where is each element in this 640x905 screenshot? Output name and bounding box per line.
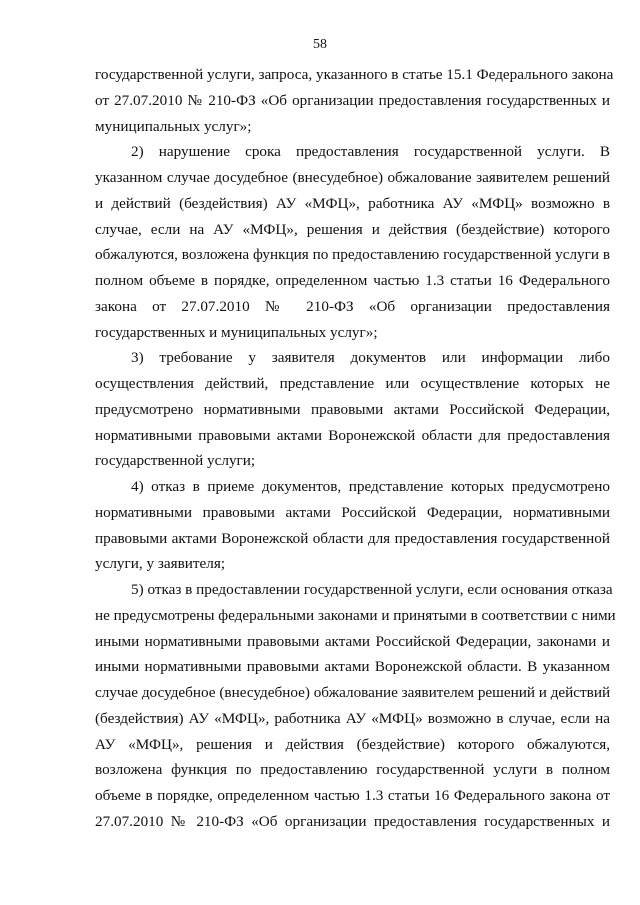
text-line: предусмотрено нормативными правовыми актами Российской Федерации, — [95, 400, 610, 418]
paragraph-item-3 — [95, 345, 610, 474]
text-line: услуги, у заявителя; — [95, 555, 226, 573]
text-line: иными нормативными правовыми актами Российской Федерации, законами и — [95, 632, 610, 650]
text-line: и действий (бездействия) АУ «МФЦ», работника АУ «МФЦ» возможно в — [95, 194, 610, 212]
text-line: 4) отказ в приеме документов, представление которых предусмотрено — [131, 478, 610, 495]
text-line: 27.07.2010 № 210-ФЗ «Об организации предоставления государственных и — [95, 812, 610, 830]
text-line: 3) требование у заявителя документов или информации либо — [131, 349, 610, 367]
text-line: иными нормативными правовыми актами Воронежской области. В указанном — [95, 658, 610, 676]
text-line: АУ «МФЦ», решения и действия (бездействие) которого обжалуются, — [95, 735, 610, 753]
text-line: государственной услуги; — [95, 452, 256, 470]
text-line: осуществления действий, представление или осуществление которых не — [95, 375, 610, 392]
paragraph-continuation — [95, 62, 614, 139]
text-line: (бездействия) АУ «МФЦ», работника АУ «МФЦ» возможно в случае, если на — [95, 709, 610, 727]
text-line: правовыми актами Воронежской области для предоставления государственной — [95, 529, 610, 547]
text-line: нормативными правовыми актами Российской Федерации, нормативными — [95, 503, 610, 521]
text-line: 2) нарушение срока предоставления государственной услуги. В — [131, 143, 610, 161]
text-line: полном объеме в порядке, определенном частью 1.3 статьи 16 Федерального — [95, 272, 610, 289]
text-line: закона от 27.07.2010 № 210-ФЗ «Об организации предоставления — [95, 297, 610, 315]
text-line: муниципальных услуг»; — [95, 117, 252, 135]
text-line: от 27.07.2010 № 210-ФЗ «Об организации предоставления государственных и — [95, 91, 610, 109]
text-line: случае, если на АУ «МФЦ», решения и действия (бездействие) которого — [95, 220, 610, 238]
text-line: не предусмотрены федеральными законами и принятыми в соответствии с ними — [95, 606, 616, 624]
page-number: 58 — [313, 37, 327, 52]
text-line: случае досудебное (внесудебное) обжалование заявителем решений и действий — [95, 684, 611, 701]
text-line: нормативными правовыми актами Воронежской области для предоставления — [95, 426, 610, 444]
text-line: государственных и муниципальных услуг»; — [95, 323, 378, 341]
document-body — [95, 62, 616, 835]
text-line: государственной услуги, запроса, указанного в статье 15.1 Федерального закона — [95, 66, 614, 83]
paragraph-item-5 — [95, 577, 616, 835]
text-line: 5) отказ в предоставлении государственной услуги, если основания отказа — [131, 581, 613, 598]
text-line: обжалуются, возложена функция по предоставлению государственной услуги в — [95, 246, 610, 264]
text-line: указанном случае досудебное (внесудебное) обжалование заявителем решений — [95, 169, 610, 186]
text-line: возложена функция по предоставлению государственной услуги в полном — [95, 761, 610, 779]
text-line: объеме в порядке, определенном частью 1.3 статьи 16 Федерального закона от — [95, 787, 610, 804]
paragraph-item-2 — [95, 139, 610, 345]
paragraph-item-4 — [95, 474, 610, 577]
